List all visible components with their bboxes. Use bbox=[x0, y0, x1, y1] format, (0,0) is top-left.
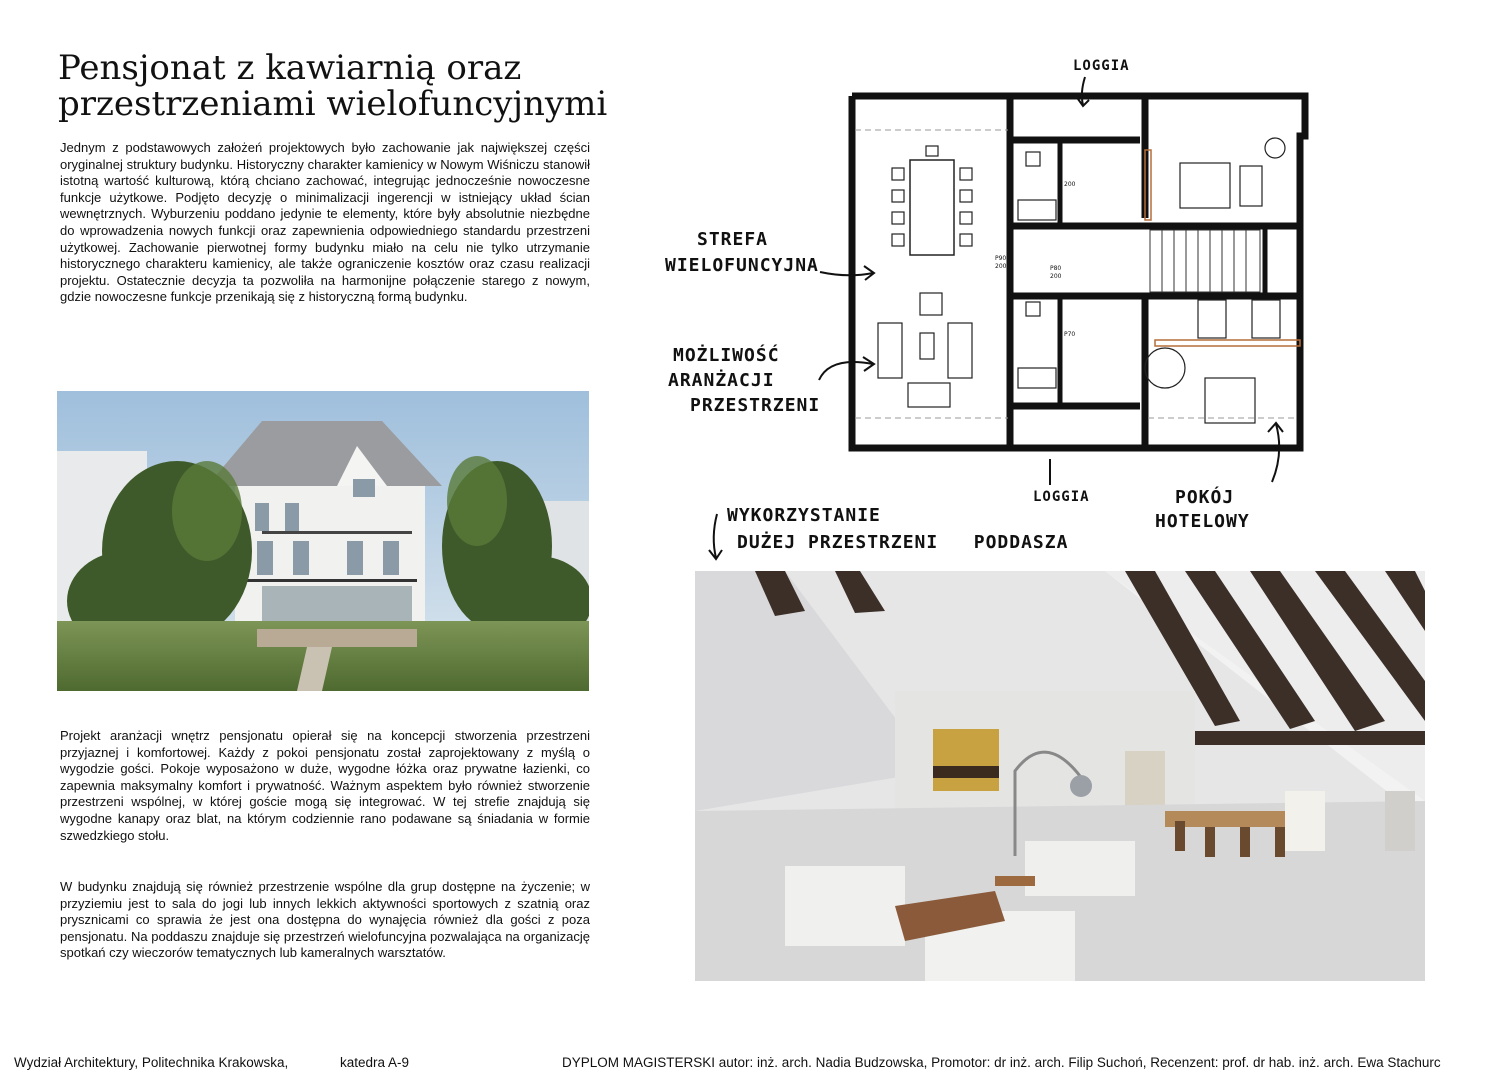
annotation-wykorzystanie-line1: WYKORZYSTANIE bbox=[727, 505, 881, 526]
painting bbox=[933, 729, 999, 791]
title-line-1: Pensjonat z kawiarnią oraz bbox=[58, 48, 522, 88]
annotation-strefa-line1: STREFA bbox=[697, 229, 769, 250]
attic-interior-render-image bbox=[695, 571, 1425, 981]
annotation-pokoj-line1: POKÓJ bbox=[1175, 487, 1235, 508]
arrow-mozliwosc bbox=[815, 350, 880, 385]
exterior-render-image bbox=[57, 391, 589, 691]
annotation-mozliwosc-line2: ARANŻACJI bbox=[668, 370, 775, 391]
plan-outer-wall bbox=[852, 96, 1305, 448]
arrow-loggia-top bbox=[1070, 75, 1100, 110]
exterior-render-drawing bbox=[57, 391, 589, 691]
plan-conference-table bbox=[910, 160, 954, 255]
annotation-mozliwosc-line1: MOŻLIWOŚĆ bbox=[673, 345, 780, 366]
plan-label-door-b: P80 bbox=[1050, 265, 1062, 272]
annotation-loggia-top: LOGGIA bbox=[1073, 58, 1130, 74]
plan-label-door-a: P90 bbox=[995, 255, 1007, 262]
attic-interior-drawing bbox=[695, 571, 1425, 981]
intro-paragraph: Jednym z podstawowych założeń projektowych było zachowanie jak największej części oryginalnej struktury budynku. Historyczny charakter kamienicy w Nowym Wiśniczu stanowił istotną wartość kulturową, którą chciano zachować, integrując jednocześnie nowoczesne funkcje użytkowe. Podjęto decyzję o minimalizacji ingerencji w istniejący układ ścian wewnętrznych. Wyburzeniu poddano jedynie te elementy, które były absolutnie niezbędne do wprowadzenia nowych funkcji oraz zapewnienia odpowiedniego standardu przestrzeni użytkowej. Zachowanie pierwotnej formy budynku miało na celu nie tylko utrzymanie historycznego charakteru kamienicy, ale także ograniczenie kosztów oraz czasu realizacji projektu. Ostatecznie decyzja ta pozwoliła na harmonijne połączenie starego z nowym, gdzie nowoczesne funkcje przenikają się z historyczną formą budynku. bbox=[60, 140, 590, 305]
arrow-wykorzystanie bbox=[705, 512, 727, 562]
plan-label-door-d: P70 bbox=[1064, 331, 1076, 338]
common-spaces-paragraph: W budynku znajdują się również przestrzenie wspólne dla grup dostępne na życzenie; w przyziemiu jest to sala do jogi lub innych lekkich aktywności sportowych z szatnią oraz prysznicami co sprawia że jest ona dostępna do wynajęcia również dla gości z poza pensjonatu. Na poddaszu znajduje się przestrzeń wielofuncyjna pozwalająca na organizację spotkań czy wieczorów tematycznych lub kameralnych warsztatów. bbox=[60, 879, 590, 961]
plan-label-door-a-h: 200 bbox=[995, 263, 1007, 270]
footer-faculty: Wydział Architektury, Politechnika Krakowska, bbox=[14, 1055, 289, 1070]
title-line-2: przestrzeniami wielofuncyjnymi bbox=[58, 84, 608, 124]
annotation-mozliwosc-line3: PRZESTRZENI bbox=[690, 395, 821, 416]
page-title bbox=[58, 50, 618, 122]
plan-label-door-c: 200 bbox=[1064, 181, 1076, 188]
footer-diploma-credits: DYPLOM MAGISTERSKI autor: inż. arch. Nadia Budzowska, Promotor: dr inż. arch. Filip Suchoń, Recenzent: prof. dr hab. inż. arch. Ewa Stachurc bbox=[562, 1055, 1441, 1070]
plan-label-door-b-h: 200 bbox=[1050, 273, 1062, 280]
arrow-loggia-bottom bbox=[1040, 455, 1060, 487]
footer-department: katedra A-9 bbox=[340, 1055, 410, 1070]
floor-plan-drawing bbox=[840, 68, 1320, 478]
annotation-strefa-line2: WIELOFUNCYJNA bbox=[665, 255, 819, 276]
arrow-strefa bbox=[818, 258, 878, 288]
arrow-pokoj bbox=[1262, 418, 1292, 486]
annotation-pokoj-line2: HOTELOWY bbox=[1155, 511, 1250, 532]
annotation-wykorzystanie-line2: DUŻEJ PRZESTRZENI PODDASZA bbox=[737, 532, 1069, 553]
annotation-loggia-bottom: LOGGIA bbox=[1033, 489, 1090, 505]
interior-paragraph: Projekt aranżacji wnętrz pensjonatu opierał się na koncepcji stworzenia przestrzeni przyjaznej i komfortowej. Każdy z pokoi pensjonatu został zaprojektowany z myślą o wygodzie gości. Pokoje wyposażono w duże, wygodne łóżka oraz prywatne łazienki, co zapewnia maksymalny komfort i prywatność. Ważnym aspektem było również stworzenie przestrzeni wspólnej, w której goście mogą się integrować. W tej strefie znajdują się wygodne kanapy oraz blat, na którym codziennie rano podawane są śniadania w formie szwedzkiego stołu. bbox=[60, 728, 590, 843]
